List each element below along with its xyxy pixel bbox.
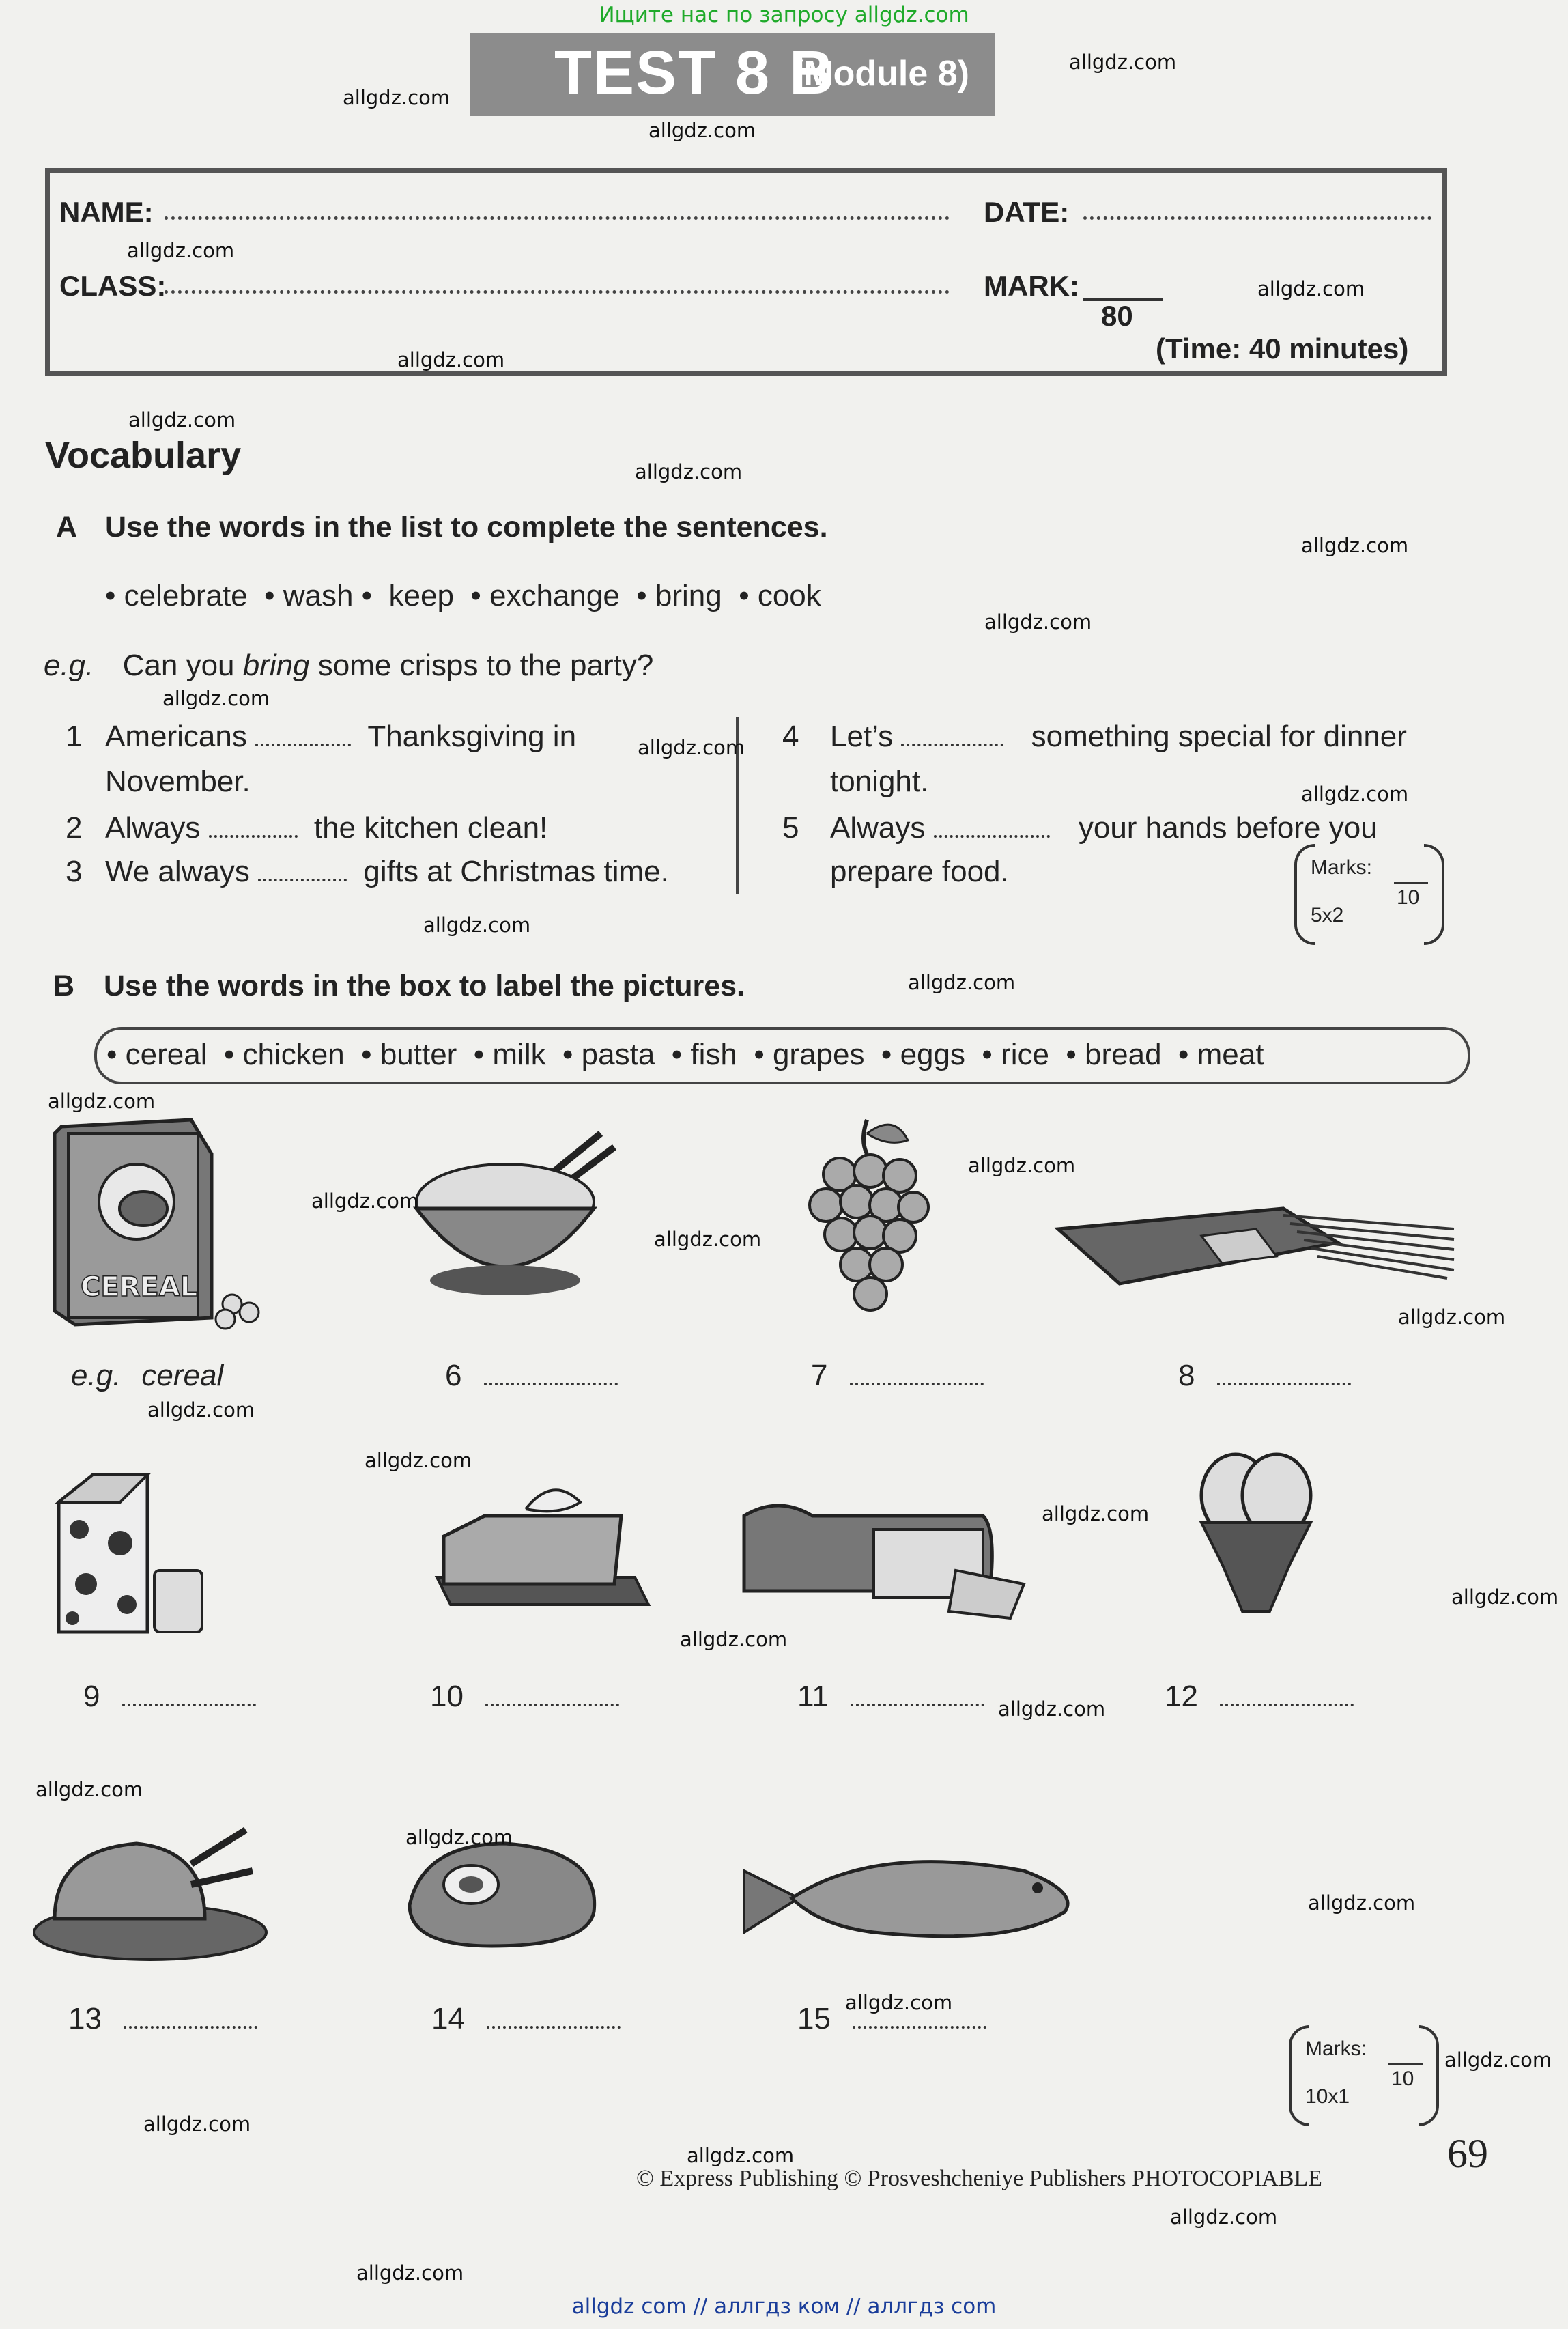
test-title: TEST 8 B [554, 39, 836, 107]
section-heading: Vocabulary [45, 435, 242, 476]
picture-7-blank[interactable] [850, 1379, 984, 1385]
watermark: allgdz.com [311, 1189, 419, 1213]
cereal-box-illustration [48, 1113, 280, 1331]
sentence-5-cont: prepare food. [830, 855, 1009, 888]
sentence-1: 1 Americans Thanksgiving in [66, 720, 577, 753]
watermark: allgdz.com [1069, 51, 1177, 74]
example-label: e.g. [44, 649, 94, 682]
fish-illustration [737, 1844, 1092, 1953]
picture-13-label: 13 [68, 2002, 257, 2036]
watermark: allgdz.com [147, 1398, 255, 1422]
watermark: allgdz.com [845, 1991, 953, 2014]
picture-example: e.g. cereal [71, 1359, 224, 1392]
task-a-instruction: Use the words in the list to complete the sentences. [105, 511, 828, 544]
watermark: allgdz.com [405, 1826, 513, 1849]
watermark: allgdz.com [968, 1154, 1076, 1177]
picture-15-blank[interactable] [853, 2022, 986, 2029]
watermark: allgdz.com [356, 2261, 464, 2285]
picture-10-blank[interactable] [485, 1699, 619, 1706]
task-a-example: e.g. Can you bring some crisps to the party? [44, 649, 654, 682]
watermark: allgdz.com [343, 86, 451, 109]
watermark: allgdz.com [1451, 1585, 1559, 1609]
watermark: allgdz.com [397, 348, 505, 371]
watermark: allgdz.com [1257, 277, 1365, 300]
picture-7-label: 7 [811, 1359, 984, 1393]
top-watermark: Ищите нас по запросу allgdz.com [599, 3, 969, 27]
watermark: allgdz.com [984, 610, 1092, 634]
answer-blank-5[interactable] [934, 831, 1050, 838]
watermark: allgdz.com [1170, 2205, 1278, 2229]
watermark: allgdz.com [654, 1228, 762, 1251]
watermark: allgdz.com [48, 1090, 156, 1113]
time-limit: (Time: 40 minutes) [1156, 333, 1409, 365]
picture-10-label: 10 [430, 1680, 619, 1714]
watermark: allgdz.com [423, 914, 531, 937]
sentence-5: 5 Always your hands before you [782, 811, 1378, 845]
task-a-marks: Marks: 10 5x2 [1294, 844, 1444, 945]
student-info-box [45, 168, 1447, 376]
picture-12-blank[interactable] [1220, 1699, 1354, 1706]
picture-11-blank[interactable] [851, 1699, 984, 1706]
watermark: allgdz.com [128, 408, 236, 432]
copyright-footer: © Express Publishing © Prosveshcheniye Publishers PHOTOCOPIABLE [636, 2166, 1322, 2191]
watermark: allgdz.com [1301, 534, 1409, 557]
watermark: allgdz.com [680, 1628, 788, 1651]
page-number: 69 [1447, 2131, 1488, 2176]
test-title-banner [470, 33, 995, 116]
watermark: allgdz.com [635, 460, 743, 483]
class-field[interactable] [165, 290, 950, 294]
watermark: allgdz.com [998, 1697, 1106, 1721]
watermark: allgdz.com [908, 971, 1016, 994]
watermark: allgdz.com [1301, 782, 1409, 806]
watermark: allgdz.com [638, 736, 745, 759]
mark-label: MARK: [984, 270, 1079, 302]
class-label: CLASS: [59, 270, 167, 302]
sentence-4-cont: tonight. [830, 765, 929, 798]
picture-15-label: 15 [797, 2002, 986, 2036]
date-field[interactable] [1083, 216, 1431, 220]
rice-bowl-illustration [403, 1120, 628, 1304]
date-label: DATE: [984, 196, 1070, 228]
mark-total: 80 [1101, 300, 1133, 332]
picture-11-label: 11 [797, 1680, 984, 1714]
watermark: allgdz.com [1444, 2048, 1552, 2072]
watermark: allgdz.com [365, 1449, 472, 1472]
picture-9-blank[interactable] [122, 1699, 256, 1706]
bottom-watermark: allgdz com // аллгдз ком // аллгдз com [571, 2294, 997, 2319]
answer-blank-3[interactable] [258, 875, 347, 881]
watermark: allgdz.com [1398, 1305, 1506, 1329]
watermark: allgdz.com [1308, 1891, 1416, 1915]
picture-12-label: 12 [1165, 1680, 1354, 1714]
task-b-instruction: Use the words in the box to label the pictures. [104, 970, 745, 1002]
watermark: allgdz.com [127, 239, 235, 262]
picture-13-blank[interactable] [124, 2022, 257, 2029]
milk-carton-illustration [45, 1468, 216, 1639]
picture-8-label: 8 [1178, 1359, 1351, 1393]
test-module: (Module 8) [792, 54, 969, 94]
watermark: allgdz.com [648, 119, 756, 142]
answer-blank-1[interactable] [255, 739, 351, 746]
watermark: allgdz.com [143, 2113, 251, 2136]
task-b-word-list: • cereal • chicken • butter • milk • pasta • fish • grapes • eggs • rice • bread • meat [106, 1038, 1264, 1071]
sentence-2: 2 Always the kitchen clean! [66, 811, 548, 845]
picture-6-blank[interactable] [484, 1379, 618, 1385]
pasta-illustration [1051, 1202, 1461, 1297]
picture-8-blank[interactable] [1217, 1379, 1351, 1385]
picture-14-label: 14 [431, 2002, 621, 2036]
watermark: allgdz.com [1042, 1502, 1150, 1525]
sentence-1-cont: November. [105, 765, 251, 798]
watermark: allgdz.com [687, 2144, 795, 2167]
example-answer: bring [242, 649, 310, 682]
task-b-letter: B [53, 970, 75, 1002]
butter-illustration [430, 1475, 655, 1611]
grapes-illustration [799, 1113, 935, 1325]
bread-illustration [737, 1488, 1031, 1625]
cereal-box-label: CEREAL [81, 1271, 198, 1303]
watermark: allgdz.com [35, 1778, 143, 1801]
name-label: NAME: [59, 196, 154, 228]
chicken-illustration [27, 1809, 273, 1966]
name-field[interactable] [165, 216, 950, 220]
eggs-illustration [1188, 1448, 1324, 1625]
sentence-3: 3 We always gifts at Christmas time. [66, 855, 669, 888]
task-b-marks: Marks: 10 10x1 [1289, 2025, 1439, 2126]
task-a-letter: A [56, 511, 78, 544]
answer-blank-2[interactable] [209, 831, 298, 838]
picture-6-label: 6 [445, 1359, 618, 1393]
answer-blank-4[interactable] [901, 739, 1003, 746]
sentence-4: 4 Let’s something special for dinner [782, 720, 1407, 753]
picture-9-label: 9 [83, 1680, 256, 1714]
task-b-word-box [94, 1027, 1470, 1084]
picture-14-blank[interactable] [487, 2022, 621, 2029]
watermark: allgdz.com [162, 687, 270, 710]
task-a-word-list: • celebrate • wash • keep • exchange • bring • cook [105, 579, 821, 612]
